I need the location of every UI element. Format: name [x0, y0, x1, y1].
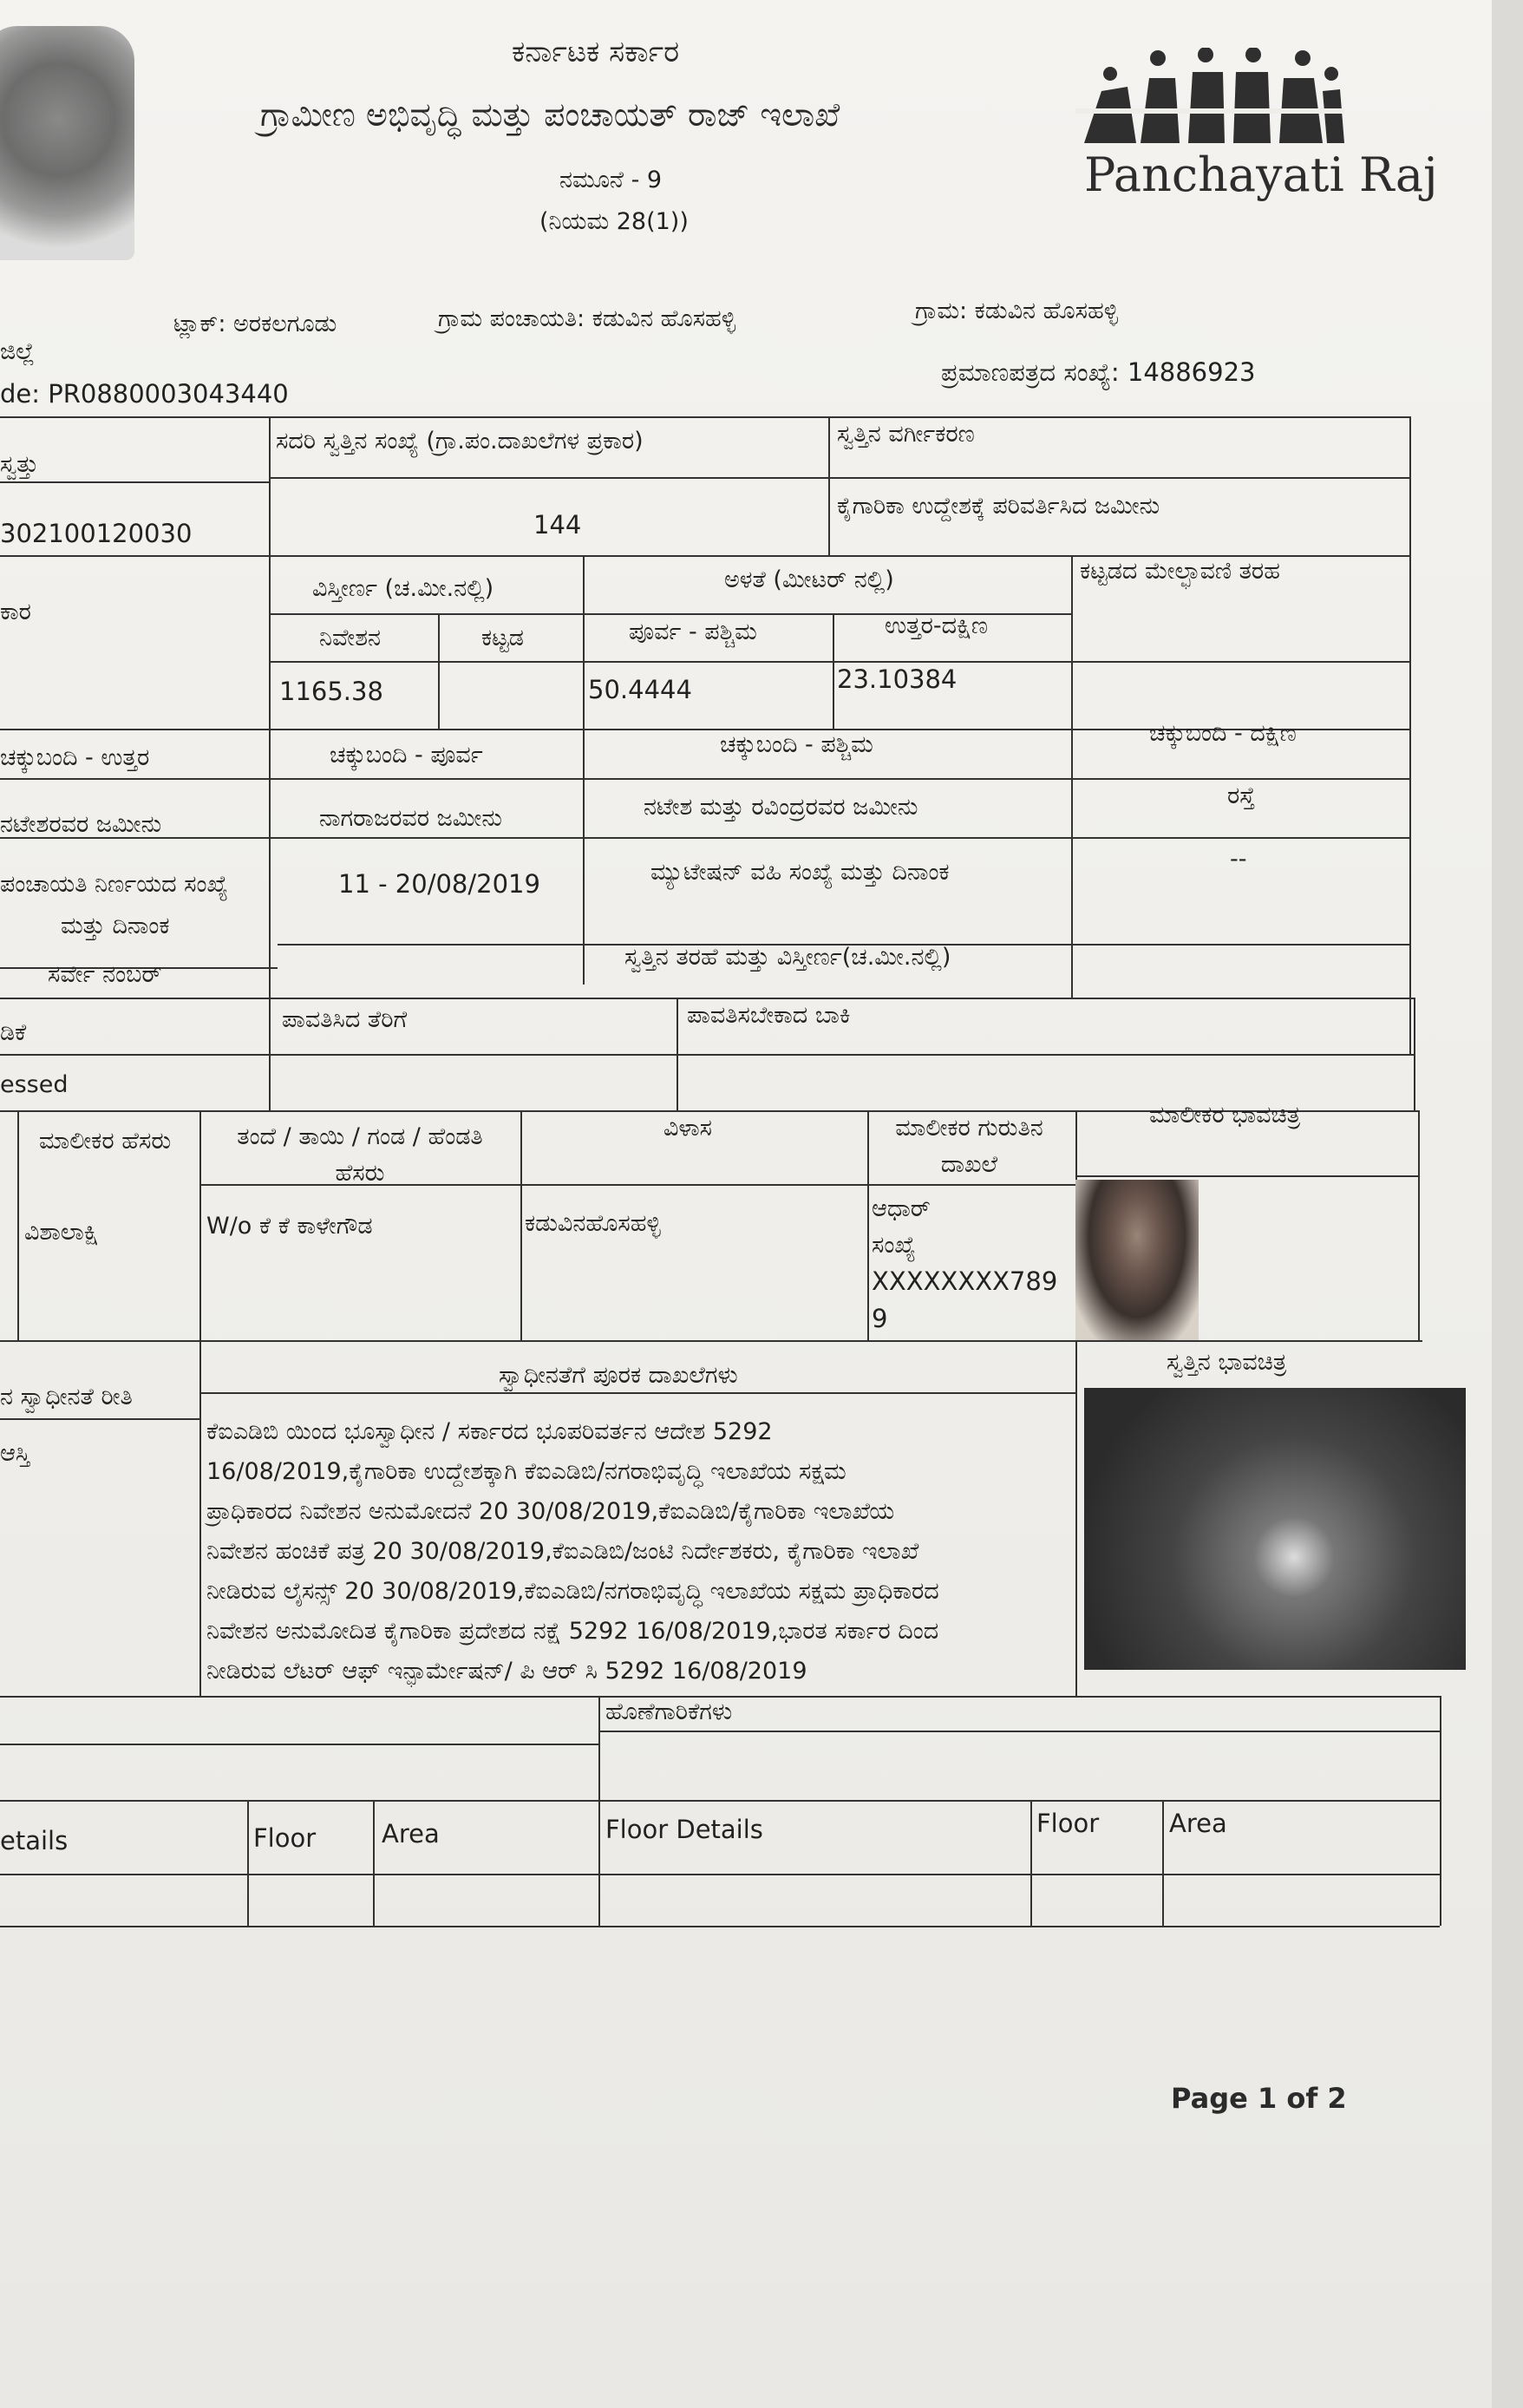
property-id: 302100120030: [0, 519, 193, 548]
relation-label: ತಂದೆ / ತಾಯಿ / ಗಂಡ / ಹೆಂಡತಿ ಹೆಸರು: [237, 1123, 483, 1187]
grid-line: [0, 1340, 1422, 1342]
doc-line: ಪ್ರಾಧಿಕಾರದ ನಿವೇಶನ ಅನುಮೋದನೆ 20 30/08/2019,ಕೆಐಎಡಿಬಿ/ಕೈಗಾರಿಕಾ ಇಲಾಖೆಯ: [206, 1498, 895, 1525]
grid-line: [0, 998, 1414, 999]
grid-line: [199, 1392, 1075, 1394]
panchayati-raj-logo-icon: [1075, 48, 1344, 143]
grid-line: [1071, 555, 1073, 998]
property-code: de: PR0880003043440: [0, 379, 289, 409]
area-label: Area: [382, 1819, 440, 1849]
property-number: 144: [533, 510, 582, 540]
owner-address: ಕಡುವಿನಹೊಸಹಳ್ಳಿ: [525, 1210, 661, 1237]
property-type-area-label: ಸ್ವತ್ತಿನ ತರಹೆ ಮತ್ತು ವಿಸ್ತೀರ್ಣ(ಚ.ಮೀ.ನಲ್ಲಿ): [624, 944, 951, 971]
assessed-label: essed: [0, 1071, 69, 1098]
west-boundary-label: ಚಕ್ಕುಬಂದಿ - ಪಶ್ಚಿಮ: [720, 731, 873, 758]
grid-line: [17, 1110, 19, 1340]
east-west-length: 50.4444: [588, 675, 692, 704]
grid-line: [0, 778, 1409, 780]
tax-due-label: ಪಾವತಿಸಬೇಕಾದ ಬಾಕಿ: [687, 1002, 851, 1029]
grid-line: [269, 661, 1409, 663]
grid-line: [0, 837, 1409, 839]
certificate-number: ಪ್ರಮಾಣಪತ್ರದ ಸಂಖ್ಯೆ: 14886923: [941, 357, 1256, 387]
mutation-value: --: [1230, 846, 1247, 873]
doc-line: 16/08/2019,ಕೈಗಾರಿಕಾ ಉದ್ದೇಶಕ್ಕಾಗಿ ಕೆಐಎಡಿಬಿ/ನಗರಾಭಿವೃದ್ಧಿ ಇಲಾಖೆಯ ಸಕ್ಷಮ: [206, 1458, 846, 1485]
north-south-length: 23.10384: [837, 664, 958, 694]
grid-line: [833, 613, 834, 729]
id-type-2: ಸಂಖ್ಯೆ: [872, 1232, 916, 1259]
gram-panchayat: ಗ್ರಾಮ ಪಂಚಾಯತಿ: ಕಡುವಿನ ಹೊಸಹಳ್ಳಿ: [438, 305, 736, 332]
mutation-label: ಮ್ಯುಟೇಷನ್ ವಹಿ ಸಂಖ್ಯೆ ಮತ್ತು ದಿನಾಂಕ: [650, 859, 950, 886]
resolution-label: ಪಂಚಾಯತಿ ನಿರ್ಣಯದ ಸಂಖ್ಯೆ: [0, 871, 228, 898]
grid-line: [828, 416, 830, 557]
doc-line: ಕೆಐಎಡಿಬಿ ಯಿಂದ ಭೂಸ್ವಾಧೀನ / ಸರ್ಕಾರದ ಭೂಪರಿವರ್ತನ ಆದೇಶ 5292: [206, 1418, 773, 1445]
building-label: ಕಟ್ಟಡ: [481, 625, 524, 651]
grid-line: [1409, 416, 1411, 1054]
grid-line: [0, 416, 1409, 418]
village: ಗ್ರಾಮ: ಕಡುವಿನ ಹೊಸಹಳ್ಳಿ: [915, 298, 1119, 324]
grid-line: [598, 1731, 1440, 1732]
grid-line: [0, 1696, 1440, 1698]
floor-label: Floor: [253, 1823, 317, 1853]
floor-label-2: Floor: [1036, 1809, 1100, 1838]
south-boundary-label: ಚಕ್ಕುಬಂದಿ - ದಕ್ಷಿಣ: [1149, 720, 1297, 747]
grid-line: [0, 555, 1409, 557]
liabilities-label: ಹೊಣೆಗಾರಿಕೆಗಳು: [605, 1698, 733, 1725]
tax-paid-label: ಪಾವತಿಸಿದ ತೆರಿಗೆ: [282, 1006, 408, 1033]
owner-name: ವಿಶಾಲಾಕ್ಷಿ: [24, 1219, 99, 1246]
dept-title: ಗ್ರಾಮೀಣ ಅಭಿವೃದ್ಧಿ ಮತ್ತು ಪಂಚಾಯತ್ ರಾಜ್ ಇಲಾಖೆ: [260, 95, 840, 134]
karnataka-emblem-icon: [0, 26, 134, 260]
north-south-label: ಉತ್ತರ-ದಕ್ಷಿಣ: [885, 612, 989, 639]
supporting-docs-label: ಸ್ವಾಧೀನತೆಗೆ ಪೂರಕ ದಾಖಲೆಗಳು: [499, 1362, 738, 1389]
grid-line: [438, 613, 440, 729]
taluk: ಟ್ಲಾಕ್: ಅರಕಲಗೂಡು: [173, 311, 337, 337]
grid-line: [0, 1874, 1440, 1875]
site-label: ನಿವೇಶನ: [319, 625, 382, 651]
east-boundary: ನಾಗರಾಜರವರ ಜಮೀನು: [319, 805, 502, 832]
floor-details-label: Floor Details: [605, 1815, 763, 1844]
rule-number: (ನಿಯಮ 28(1)): [539, 208, 689, 235]
acquisition-mode: ಆಸ್ತಿ: [0, 1440, 30, 1467]
grid-line: [0, 1800, 1440, 1802]
district-fragment: ಜಿಲ್ಲೆ: [0, 338, 35, 365]
east-west-label: ಪೂರ್ವ - ಪಶ್ಚಿಮ: [629, 618, 757, 645]
grid-line: [269, 416, 271, 1110]
property-number-label: ಸದರಿ ಸ್ವತ್ತಿನ ಸಂಖ್ಯೆ (ಗ್ರಾ.ಪಂ.ದಾಖಲೆಗಳ ಪ್ರಕಾರ): [276, 428, 644, 455]
grid-line: [0, 1744, 598, 1745]
north-boundary-label: ಚಕ್ಕುಬಂದಿ - ಉತ್ತರ: [0, 744, 150, 771]
area-label: ವಿಸ್ತೀರ್ಣ (ಚ.ಮೀ.ನಲ್ಲಿ): [312, 575, 494, 602]
roof-type-label: ಕಟ್ಟಡದ ಮೇಲ್ಛಾವಣಿ ತರಹ: [1080, 558, 1280, 585]
grid-line: [0, 1926, 1440, 1927]
property-photo-label: ಸ್ವತ್ತಿನ ಭಾವಚಿತ್ರ: [1167, 1349, 1287, 1376]
north-boundary: ನಟೇಶರವರ ಜಮೀನು: [0, 811, 162, 838]
grid-line: [373, 1800, 375, 1926]
grid-line: [0, 481, 269, 483]
east-boundary-label: ಚಕ್ಕುಬಂದಿ - ಪೂರ್ವ: [330, 742, 483, 769]
address-label: ವಿಳಾಸ: [663, 1115, 712, 1142]
owner-photo-label: ಮಾಲೀಕರ ಭಾವಚಿತ್ರ: [1149, 1102, 1301, 1129]
grid-line: [598, 1696, 600, 1926]
logo-text: Panchayati Raj: [1084, 147, 1438, 202]
id-number-2: 9: [872, 1304, 888, 1333]
resolution-value: 11 - 20/08/2019: [338, 869, 540, 899]
grid-line: [1440, 1696, 1441, 1926]
area-label-2: Area: [1169, 1809, 1227, 1838]
property-classification: ಕೈಗಾರಿಕಾ ಉದ್ದೇಶಕ್ಕೆ ಪರಿವರ್ತಿಸಿದ ಜಮೀನು: [837, 493, 1160, 520]
grid-line: [583, 555, 585, 985]
doc-line: ನಿವೇಶನ ಹಂಚಿಕೆ ಪತ್ರ 20 30/08/2019,ಕೆಐಎಡಿಬಿ/ಜಂಟಿ ನಿರ್ದೇಶಕರು, ಕೈಗಾರಿಕಾ ಇಲಾಖೆ: [206, 1538, 919, 1565]
grid-line: [677, 998, 678, 1110]
grid-line: [269, 477, 1409, 479]
doc-line: ನೀಡಿರುವ ಲೈಸನ್ಸ್ 20 30/08/2019,ಕೆಐಎಡಿಬಿ/ನಗರಾಭಿವೃದ್ಧಿ ಇಲಾಖೆಯ ಸಕ್ಷಮ ಪ್ರಾಧಿಕಾರದ: [206, 1578, 939, 1605]
site-area: 1165.38: [279, 677, 383, 706]
grid-line: [520, 1110, 522, 1340]
id-type: ಆಧಾರ್: [872, 1195, 931, 1222]
property-photo: [1084, 1388, 1466, 1670]
tax-left-label: ಡಿಕೆ: [0, 1019, 27, 1046]
form-number: ನಮೂನೆ - 9: [559, 167, 663, 193]
acquisition-mode-label: ನ ಸ್ವಾಧೀನತೆ ರೀತಿ: [0, 1384, 133, 1410]
grid-line: [0, 1054, 1414, 1056]
grid-line: [0, 1418, 199, 1420]
south-boundary: ರಸ್ತೆ: [1227, 782, 1255, 809]
grid-line: [199, 1110, 201, 1696]
grid-line: [1414, 998, 1415, 1110]
govt-title: ಕರ್ನಾಟಕ ಸರ್ಕಾರ: [512, 35, 680, 69]
supporting-docs: [206, 1412, 1074, 1691]
grid-line: [1418, 1110, 1420, 1340]
survey-number-label: ಸರ್ವೇ ನಂಬರ್: [48, 961, 162, 988]
doc-line: ನೀಡಿರುವ ಲೆಟರ್ ಆಫ್ ಇನ್ಫಾರ್ಮೇಷನ್/ ಪಿ ಆರ್ ಸಿ 5292 16/08/2019: [206, 1658, 807, 1685]
doc-line: ನಿವೇಶನ ಅನುಮೋದಿತ ಕೈಗಾರಿಕಾ ಪ್ರದೇಶದ ನಕ್ಷೆ 5292 16/08/2019,ಭಾರತ ಸರ್ಕಾರ ದಿಂದ: [206, 1618, 939, 1645]
id-doc-label: ಮಾಲೀಕರ ಗುರುತಿನ ದಾಖಲೆ: [895, 1115, 1043, 1178]
owner-name-label: ಮಾಲೀಕರ ಹೆಸರು: [39, 1128, 172, 1155]
resolution-label-2: ಮತ್ತು ದಿನಾಂಕ: [61, 913, 170, 939]
id-number: XXXXXXXX789: [872, 1266, 1058, 1296]
grid-line: [867, 1110, 869, 1340]
west-boundary: ನಟೇಶ ಮತ್ತು ರವಿಂದ್ರರವರ ಜಮೀನು: [644, 794, 918, 821]
measure-label: ಅಳತೆ (ಮೀಟರ್ ನಲ್ಲಿ): [724, 566, 894, 593]
page-number: Page 1 of 2: [1171, 2082, 1347, 2115]
owner-photo: [1075, 1180, 1199, 1340]
grid-line: [1162, 1800, 1164, 1926]
grid-line: [1075, 1175, 1418, 1177]
grid-line: [247, 1800, 249, 1926]
grid-line: [1030, 1800, 1032, 1926]
details-label: etails: [0, 1826, 69, 1855]
dims-left-label: ಕಾರ: [0, 599, 31, 625]
classification-label: ಸ್ವತ್ತಿನ ವರ್ಗೀಕರಣ: [837, 421, 975, 448]
relation-name: W/o ಕೆ ಕೆ ಕಾಳೇಗೌಡ: [206, 1213, 373, 1240]
property-label: ಸ್ವತ್ತು: [0, 451, 39, 478]
